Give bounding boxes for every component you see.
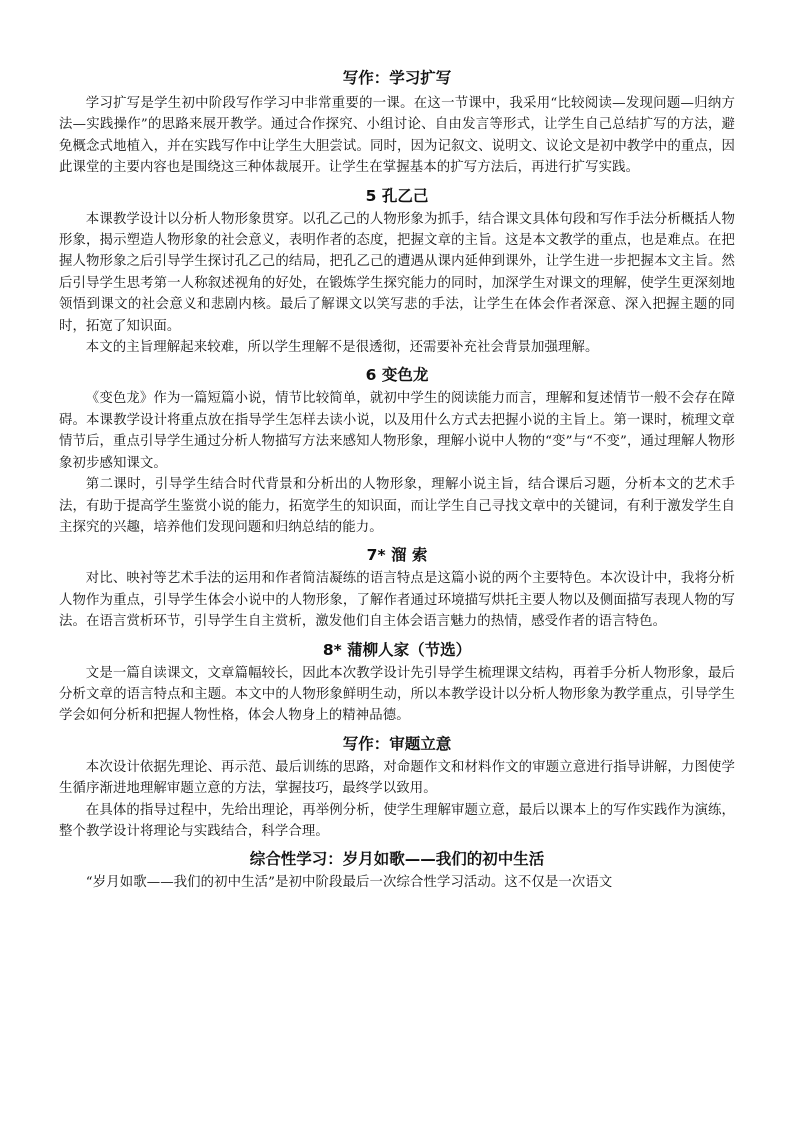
section-heading: 5 孔乙己 xyxy=(365,186,429,205)
paragraph: “岁月如歌——我们的初中生活”是初中阶段最后一次综合性学习活动。这不仅是一次语文 xyxy=(85,875,613,891)
section-heading: 综合性学习：岁月如歌——我们的初中生活 xyxy=(249,850,545,869)
section-writing-expansion xyxy=(59,63,735,179)
paragraph: 本次设计依据先理论、再示范、最后训练的思路，对命题作文和材料作文的审题立意进行指导讲解，力图使学生循序渐进地理解审题立意的方法，掌握技巧，最终学以致用。 xyxy=(59,759,735,797)
section-puliu-renjia xyxy=(59,637,735,727)
paragraph: 文是一篇自读课文，文章篇幅较长，因此本次教学设计先引导学生梳理课文结构，再着手分析人物形象，最后分析文章的语言特点和主题。本文中的人物形象鲜明生动，所以本教学设计以分析人物形象为教学重点，引导学生学会如何分析和把握人物性格，体会人物身上的精神品德。 xyxy=(59,665,735,724)
section-heading: 写作：学习扩写 xyxy=(342,69,452,87)
paragraph: 本文的主旨理解起来较难，所以学生理解不是很透彻，还需要补充社会背景加强理解。 xyxy=(85,340,599,356)
paragraph: 对比、映衬等艺术手法的运用和作者简洁凝练的语言特点是这篇小说的两个主要特色。本次设计中，我将分析人物作为重点，引导学生体会小说中的人物形象，了解作者通过环境描写烘托主要人物以及侧面描写表现人物的写法。在语言赏析环节，引导学生自主赏析，激发他们自主体会语言魅力的热情，感受作者的语言特色。 xyxy=(59,571,735,630)
section-comprehensive-learning xyxy=(59,846,735,893)
paragraph: 《变色龙》作为一篇短篇小说，情节比较简单，就初中学生的阅读能力而言，理解和复述情节一般不会存在障碍。本课教学设计将重点放在指导学生怎样去读小说，以及用什么方式去把握小说的主旨上。第一课时，梳理文章情节后，重点引导学生通过分析人物描写方法来感知人物形象，理解小说中人物的“变”与“不变”，通过理解人物形象初步感知课文。 xyxy=(59,391,735,471)
paragraph: 第二课时，引导学生结合时代背景和分析出的人物形象，理解小说主旨，结合课后习题，分析本文的艺术手法，有助于提高学生鉴赏小说的能力，拓宽学生的知识面，而让学生自己寻找文章中的关键词，有利于激发学生自主探究的兴趣，培养他们发现问题和归纳总结的能力。 xyxy=(59,477,735,535)
section-heading: 写作：审题立意 xyxy=(342,734,452,753)
section-heading: 7* 溜 索 xyxy=(366,546,428,565)
paragraph: 在具体的指导过程中，先给出理论，再举例分析，使学生理解审题立意，最后以课本上的写作实践作为演练，整个教学设计将理论与实践结合，科学合理。 xyxy=(59,802,735,839)
section-heading: 8* 蒲柳人家（节选） xyxy=(322,640,472,659)
section-writing-theme xyxy=(59,731,735,843)
section-liusuo xyxy=(59,542,735,632)
paragraph: 学习扩写是学生初中阶段写作学习中非常重要的一课。在这一节课中，我采用“比较阅读—发现问题—归纳方法—实践操作”的思路来展开教学。通过合作探究、小组讨论、自由发言等形式，让学生自己总结扩写的方法，避免概念式地植入，并在实践写作中让学生大胆尝试。同时，因为记叙文、说明文、议论文是初中教学中的重点，因此课堂的主要内容也是围绕这三种体裁展开。让学生在掌握基本的扩写方法后，再进行扩写实践。 xyxy=(59,96,735,176)
paragraph: 本课教学设计以分析人物形象贯穿。以孔乙己的人物形象为抓手，结合课文具体句段和写作手法分析概括人物形象，揭示塑造人物形象的社会意义，表明作者的态度，把握文章的主旨。这是本文教学的重点，也是难点。在把握人物形象之后引导学生探讨孔乙己的结局，把孔乙己的遭遇从课内延伸到课外，让学生进一步把握本文主旨。然后引导学生思考第一人称叙述视角的好处，在锻炼学生探究能力的同时，加深学生对课文的理解，使学生更深刻地领悟到课文的社会意义和悲剧内核。最后了解课文以笑写悲的手法，让学生在体会作者深意、深入把握主题的同时，拓宽了知识面。 xyxy=(59,211,735,334)
section-kong-yiji xyxy=(59,183,735,359)
section-chameleon xyxy=(59,362,735,538)
section-heading: 6 变色龙 xyxy=(365,366,429,385)
